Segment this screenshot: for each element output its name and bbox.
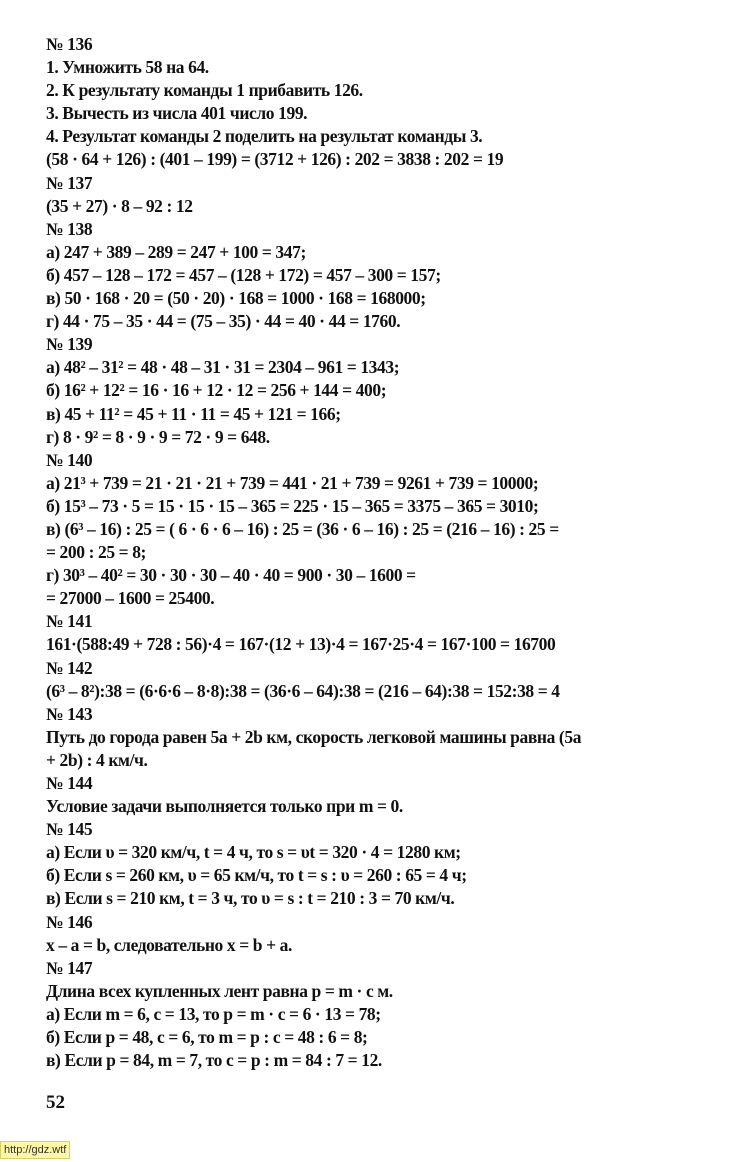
text-line: а) Если υ = 320 км/ч, t = 4 ч, то s = υt = 320 · 4 = 1280 км;: [46, 842, 461, 863]
text-line: Длина всех купленных лент равна p = m · c м.: [46, 980, 393, 1001]
text-line: = 27000 – 1600 = 25400.: [46, 588, 215, 609]
text-line: 4. Результат команды 2 поделить на результат команды 3.: [46, 126, 483, 147]
text-line: (6³ – 8²):38 = (6·6·6 – 8·8):38 = (36·6 – 64):38 = (216 – 64):38 = 152:38 = 4: [46, 680, 560, 701]
problem-heading: № 147: [46, 957, 93, 978]
text-line: (58 · 64 + 126) : (401 – 199) = (3712 + 126) : 202 = 3838 : 202 = 19: [46, 149, 504, 170]
text-line: а) 21³ + 739 = 21 · 21 · 21 + 739 = 441 · 21 + 739 = 9261 + 739 = 10000;: [46, 472, 539, 493]
problem-heading: № 136: [46, 34, 93, 54]
site-link[interactable]: http://gdz.wtf: [0, 1141, 70, 1159]
text-line: в) (6³ – 16) : 25 = ( 6 · 6 · 6 – 16) : 25 = (36 · 6 – 16) : 25 = (216 – 16) : 25 =: [46, 518, 559, 539]
problem-heading: № 145: [46, 819, 93, 840]
solutions-text: [46, 33, 726, 1072]
text-line: x – a = b, следовательно x = b + a.: [46, 934, 292, 955]
text-line: б) 16² + 12² = 16 · 16 + 12 · 12 = 256 + 144 = 400;: [46, 380, 387, 401]
text-line: б) Если p = 48, c = 6, то m = p : c = 48 : 6 = 8;: [46, 1027, 368, 1048]
text-line: г) 30³ – 40² = 30 · 30 · 30 – 40 · 40 = 900 · 30 – 1600 =: [46, 565, 416, 586]
problem-heading: № 144: [46, 773, 93, 793]
problem-heading: № 140: [46, 449, 93, 470]
page-number: 52: [46, 1092, 65, 1113]
text-line: г) 8 · 9² = 8 · 9 · 9 = 72 · 9 = 648.: [46, 426, 270, 447]
text-line: = 200 : 25 = 8;: [46, 542, 146, 563]
problem-heading: № 139: [46, 334, 93, 355]
text-line: 161·(588:49 + 728 : 56)·4 = 167·(12 + 13)·4 = 167·25·4 = 167·100 = 16700: [46, 634, 556, 655]
text-line: (35 + 27) · 8 – 92 : 12: [46, 195, 193, 216]
text-line: 3. Вычесть из числа 401 число 199.: [46, 103, 308, 124]
text-line: Путь до города равен 5a + 2b км, скорость легковой машины равна (5a: [46, 726, 582, 747]
text-line: а) 247 + 389 – 289 = 247 + 100 = 347;: [46, 241, 306, 262]
text-line: б) 15³ – 73 · 5 = 15 · 15 · 15 – 365 = 225 · 15 – 365 = 3375 – 365 = 3010;: [46, 495, 539, 516]
problem-heading: № 146: [46, 911, 93, 932]
problem-heading: № 138: [46, 218, 93, 239]
text-line: 1. Умножить 58 на 64.: [46, 57, 209, 78]
text-line: в) Если p = 84, m = 7, то c = p : m = 84 : 7 = 12.: [46, 1050, 382, 1071]
problem-heading: № 137: [46, 172, 93, 193]
text-line: 2. К результату команды 1 прибавить 126.: [46, 80, 363, 101]
problem-heading: № 142: [46, 657, 93, 678]
text-line: + 2b) : 4 км/ч.: [46, 749, 148, 770]
text-line: а) Если m = 6, c = 13, то p = m · c = 6 · 13 = 78;: [46, 1003, 381, 1024]
text-line: в) 50 · 168 · 20 = (50 · 20) · 168 = 1000 · 168 = 168000;: [46, 288, 426, 309]
text-line: б) Если s = 260 км, υ = 65 км/ч, то t = s : υ = 260 : 65 = 4 ч;: [46, 865, 467, 886]
text-line: б) 457 – 128 – 172 = 457 – (128 + 172) = 457 – 300 = 157;: [46, 264, 441, 285]
text-line: в) 45 + 11² = 45 + 11 · 11 = 45 + 121 = 166;: [46, 403, 341, 424]
text-line: в) Если s = 210 км, t = 3 ч, то υ = s : t = 210 : 3 = 70 км/ч.: [46, 888, 455, 909]
text-line: г) 44 · 75 – 35 · 44 = (75 – 35) · 44 = 40 · 44 = 1760.: [46, 311, 401, 332]
problem-heading: № 141: [46, 611, 93, 632]
text-line: Условие задачи выполняется только при m = 0.: [46, 796, 403, 817]
text-line: а) 48² – 31² = 48 · 48 – 31 · 31 = 2304 – 961 = 1343;: [46, 357, 400, 378]
problem-heading: № 143: [46, 703, 93, 724]
